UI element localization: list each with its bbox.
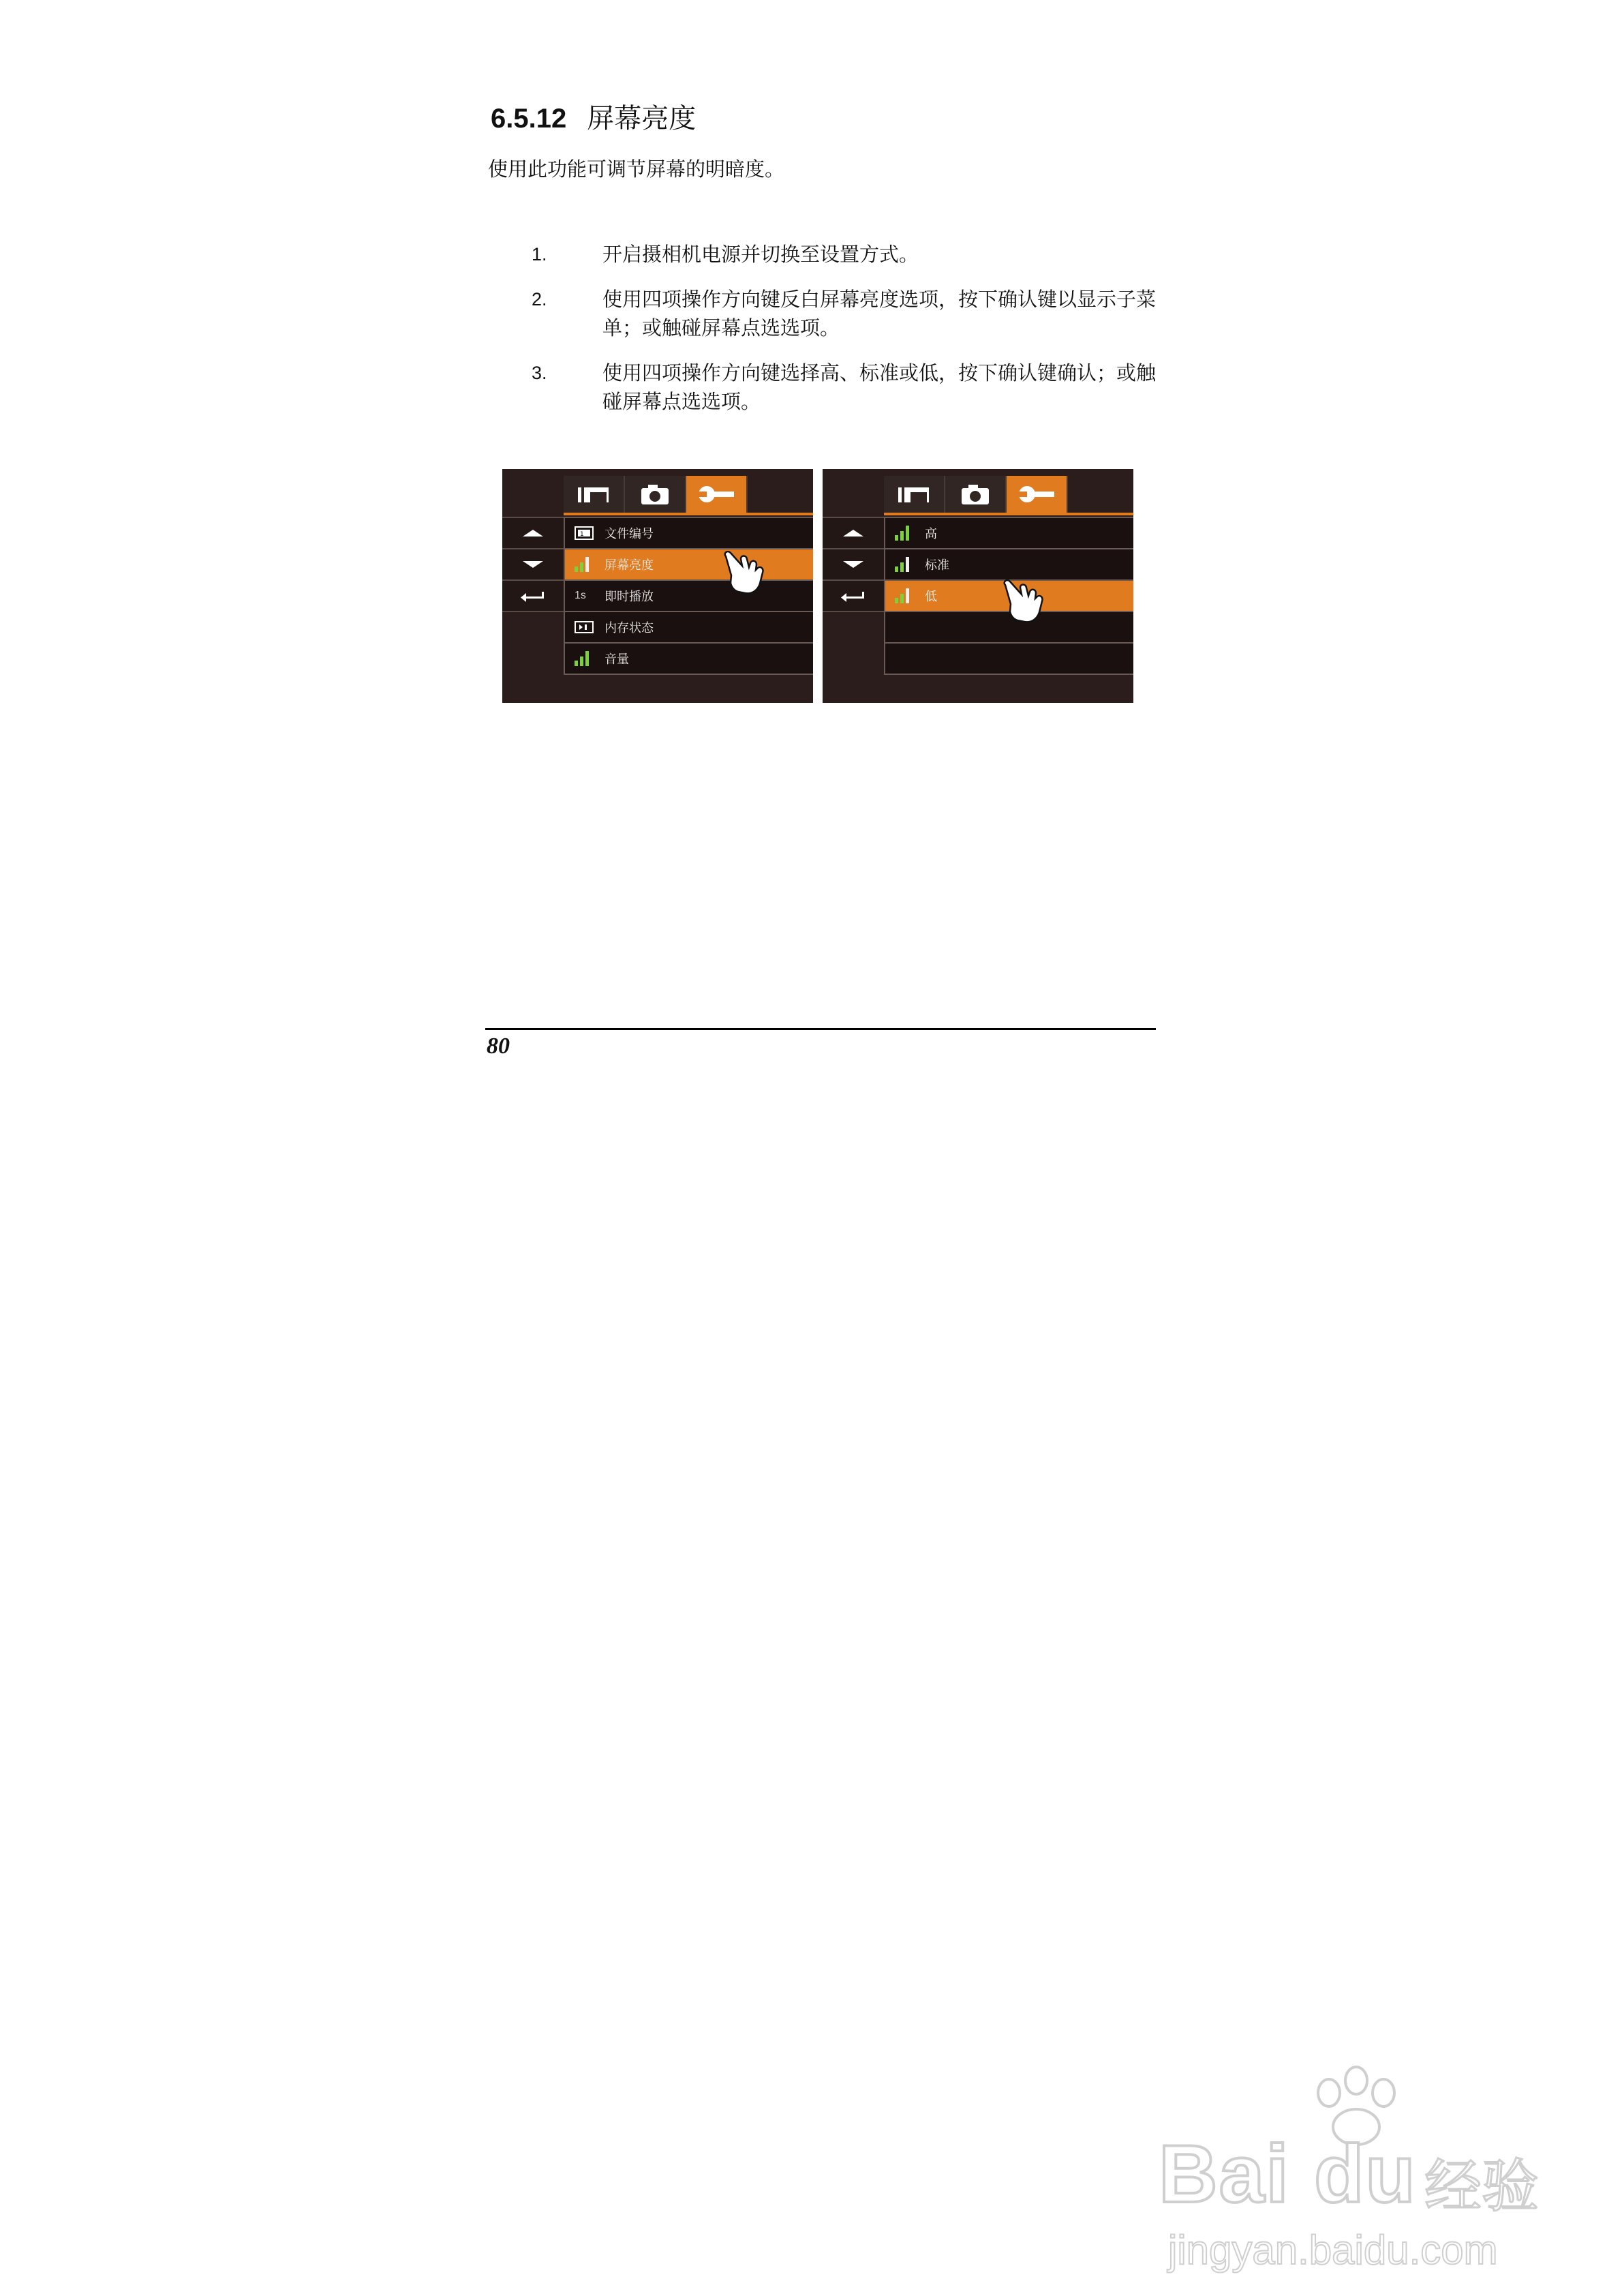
- arrow-down-icon: [521, 560, 545, 569]
- step-number: 2.: [532, 289, 547, 309]
- step-item: [532, 359, 1159, 416]
- menu-accent-line: [564, 513, 813, 515]
- down-button[interactable]: [823, 549, 884, 581]
- menu-item-file-number[interactable]: [565, 517, 813, 549]
- nav-buttons: [502, 517, 564, 612]
- file-number-icon: [575, 525, 596, 541]
- footer-rule: [485, 1028, 1156, 1030]
- menu-item-label: 文件编号: [605, 527, 654, 541]
- down-button[interactable]: [502, 549, 564, 581]
- step-list: [532, 240, 1159, 432]
- brightness-bars-icon: [895, 588, 917, 604]
- step-item: [532, 285, 1159, 342]
- menu-item-screen-brightness[interactable]: [565, 549, 813, 581]
- menu-item-label: 内存状态: [605, 621, 654, 635]
- brightness-bars-icon: [895, 556, 917, 573]
- wrench-icon: [697, 484, 735, 504]
- arrow-up-icon: [521, 528, 545, 538]
- baidu-watermark: [1159, 2066, 1540, 2273]
- option-label: 高: [925, 527, 937, 541]
- volume-bars-icon: [575, 650, 596, 667]
- watermark-cn: 经验: [1424, 2153, 1540, 2220]
- playback-mode-icon: [577, 483, 611, 505]
- tab-settings[interactable]: [686, 476, 748, 513]
- watermark-url: jingyan.baidu.com: [1168, 2227, 1498, 2273]
- menu-list: [564, 517, 813, 675]
- option-label: 标准: [925, 558, 949, 573]
- return-arrow-icon: [519, 590, 547, 602]
- menu-item-memory-status[interactable]: [565, 612, 813, 644]
- menu-item-label: 屏幕亮度: [605, 558, 654, 573]
- camera-icon: [640, 483, 670, 506]
- up-button[interactable]: [502, 517, 564, 549]
- intro-text: 使用此功能可调节屏幕的明暗度。: [488, 157, 785, 181]
- svg-text:1: 1: [580, 531, 584, 538]
- tab-camera[interactable]: [945, 476, 1007, 513]
- arrow-down-icon: [842, 560, 865, 569]
- touch-hand-icon: [722, 549, 765, 596]
- option-label: 低: [925, 590, 937, 604]
- tab-playback[interactable]: [564, 476, 625, 513]
- option-high[interactable]: [885, 517, 1133, 549]
- back-button[interactable]: [823, 581, 884, 612]
- return-arrow-icon: [840, 590, 867, 602]
- step-text: 使用四项操作方向键选择高、标准或低，按下确认键确认；或触碰屏幕点选选项。: [602, 361, 1157, 413]
- menu-item-instant-playback[interactable]: [565, 581, 813, 612]
- camera-icon: [960, 483, 990, 506]
- instant-playback-icon-text: 1s: [575, 590, 586, 601]
- wrench-icon: [1017, 484, 1056, 504]
- empty-row: [885, 644, 1133, 675]
- camera-screen-brightness-submenu: [823, 469, 1133, 703]
- tab-playback[interactable]: [884, 476, 945, 513]
- step-text: 使用四项操作方向键反白屏幕亮度选项，按下确认键以显示子菜单；或触碰屏幕点选选项。: [602, 288, 1157, 339]
- touch-hand-icon: [1001, 578, 1045, 624]
- step-number: 3.: [532, 363, 547, 383]
- step-item: [532, 240, 1159, 269]
- section-title: 屏幕亮度: [587, 103, 697, 134]
- camera-screen-settings-menu: [502, 469, 813, 703]
- nav-buttons: [823, 517, 884, 612]
- menu-item-label: 即时播放: [605, 590, 654, 604]
- menu-accent-line: [884, 513, 1133, 515]
- memory-card-icon: [575, 619, 596, 635]
- tab-settings[interactable]: [1007, 476, 1068, 513]
- tab-camera[interactable]: [625, 476, 686, 513]
- section-number: 6.5.12: [491, 104, 567, 134]
- menu-item-volume[interactable]: [565, 644, 813, 675]
- back-button[interactable]: [502, 581, 564, 612]
- watermark-brand: Bai du: [1159, 2128, 1417, 2220]
- section-heading: [491, 100, 696, 138]
- menu-item-label: 音量: [605, 652, 629, 667]
- arrow-up-icon: [842, 528, 865, 538]
- page-number: 80: [487, 1033, 510, 1059]
- playback-mode-icon: [897, 483, 931, 505]
- mode-tabs: [884, 476, 1068, 513]
- brightness-bars-icon: [575, 556, 596, 573]
- mode-tabs: [564, 476, 748, 513]
- up-button[interactable]: [823, 517, 884, 549]
- instant-playback-icon: [575, 588, 596, 604]
- step-text: 开启摄相机电源并切换至设置方式。: [602, 243, 919, 266]
- brightness-bars-icon: [895, 525, 917, 541]
- step-number: 1.: [532, 244, 547, 265]
- option-standard[interactable]: [885, 549, 1133, 581]
